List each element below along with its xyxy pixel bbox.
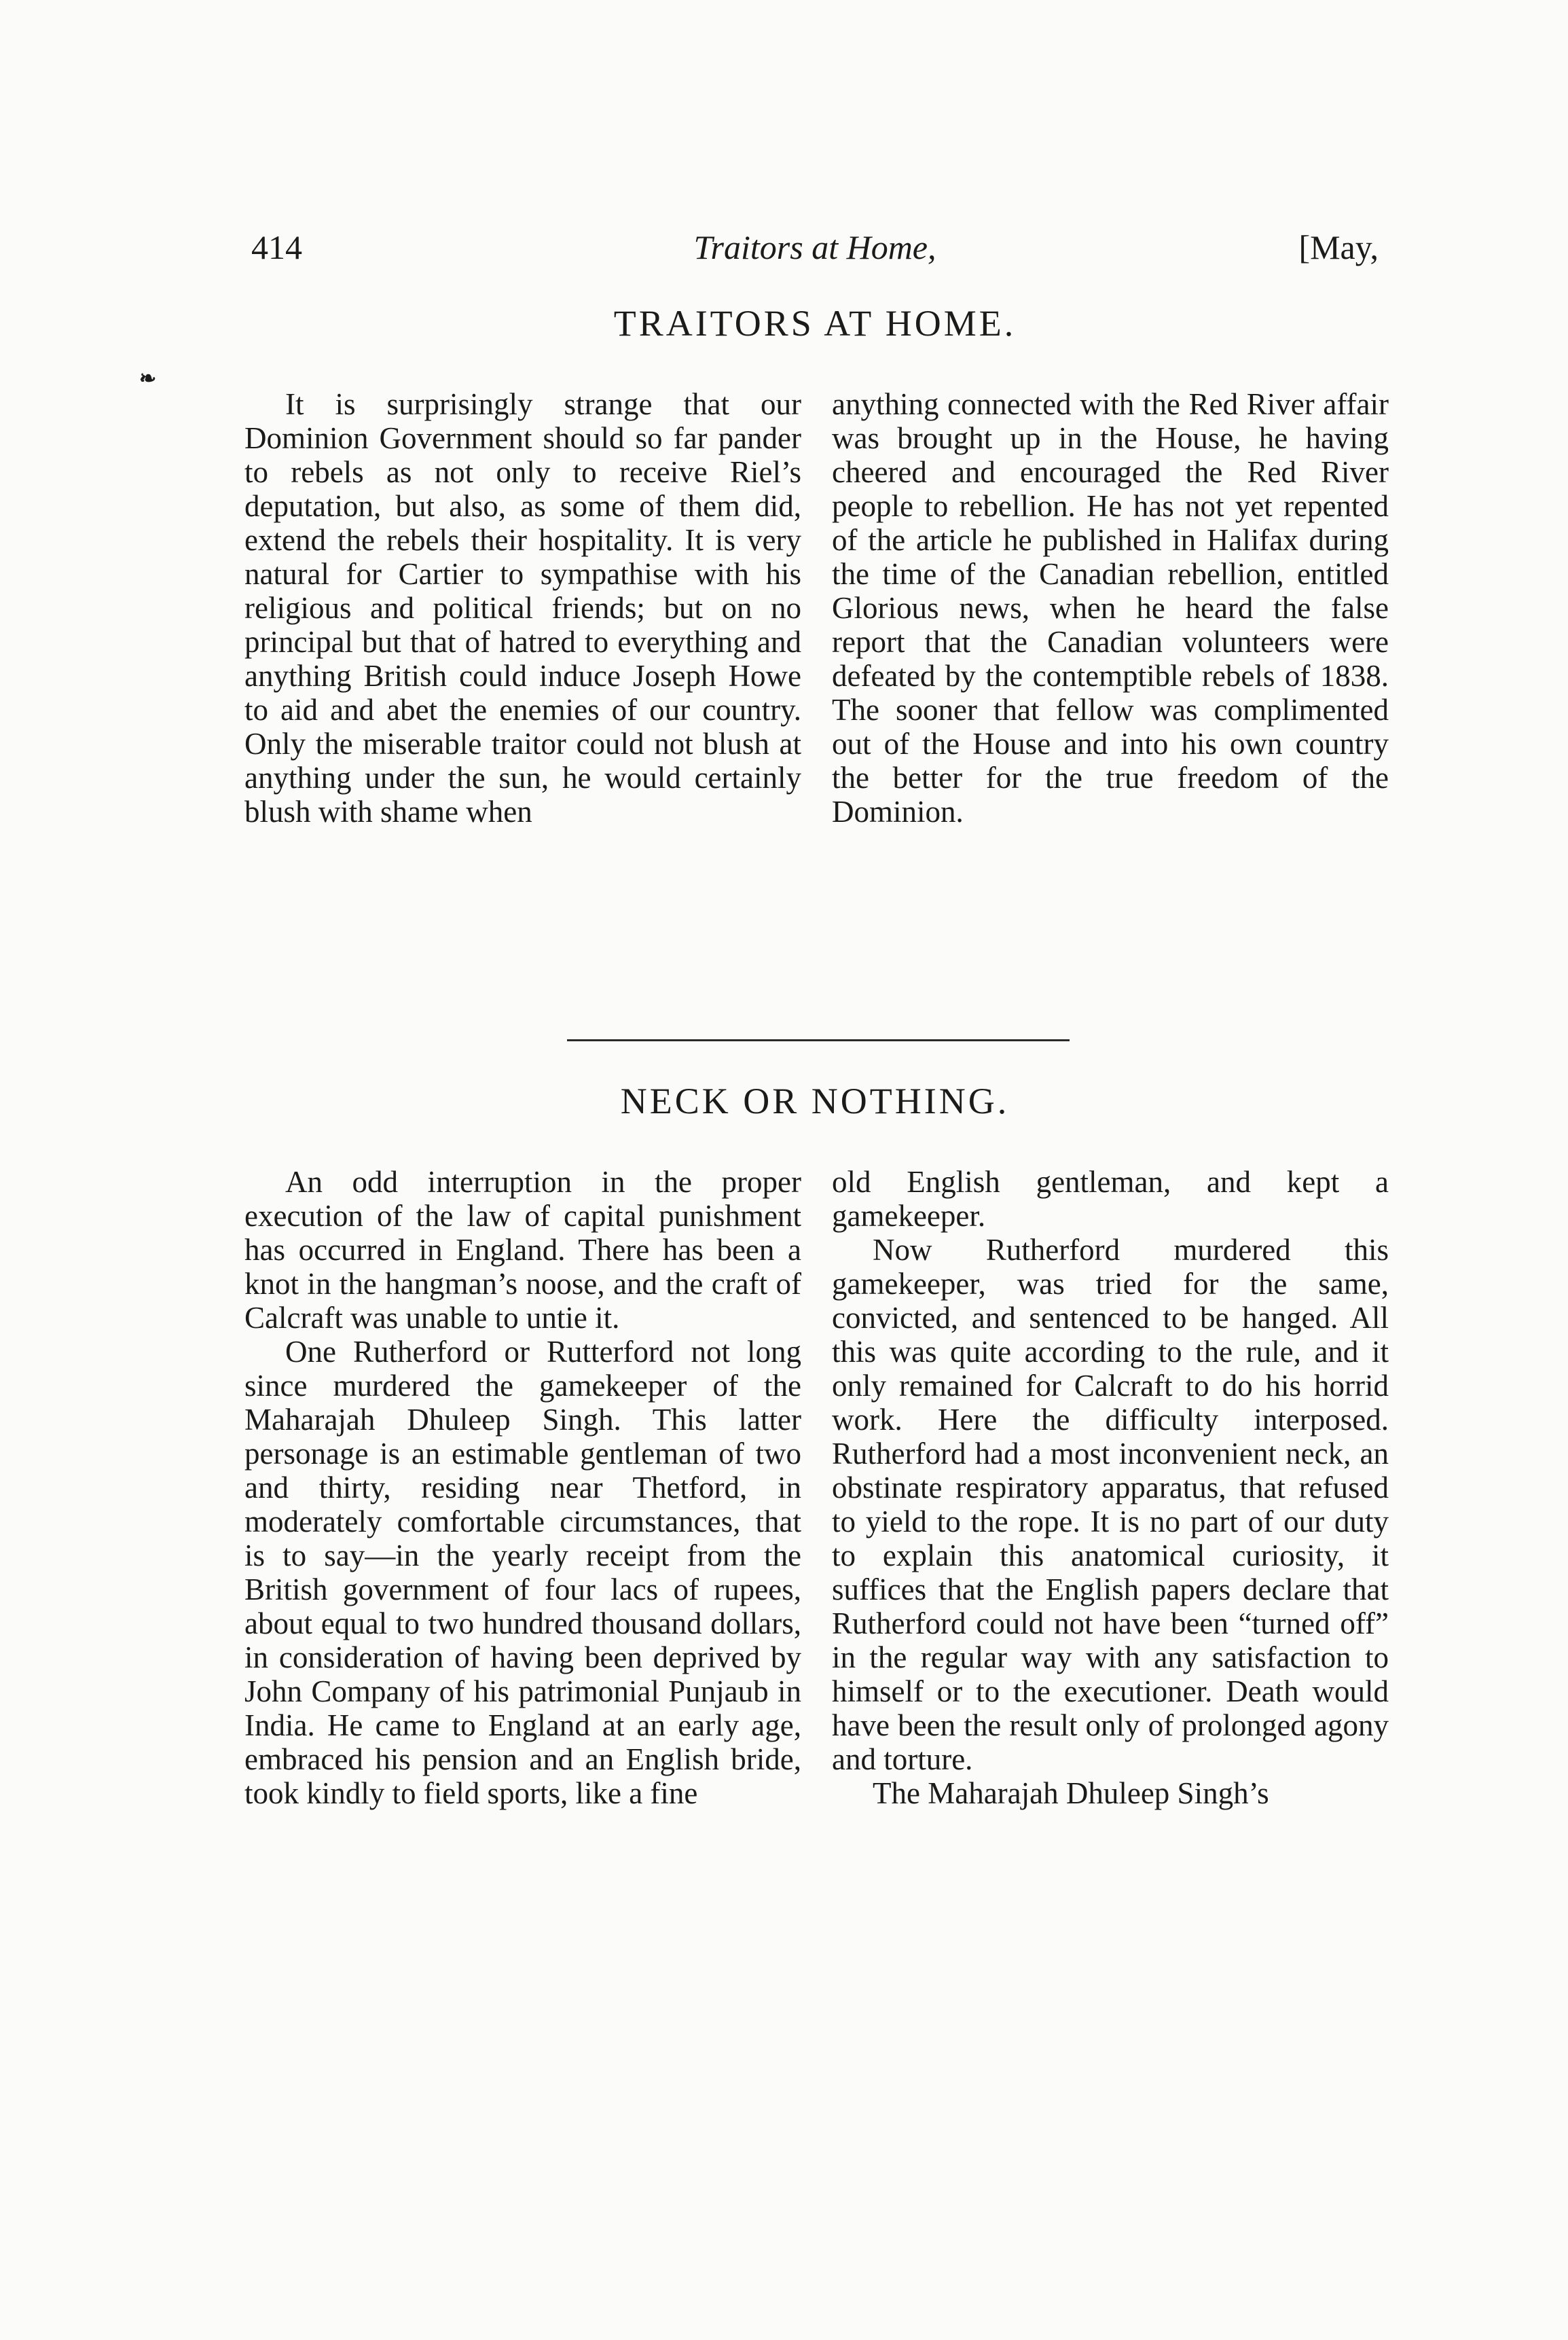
article2-paragraph-3: Now Rutherford murdered this gamekeeper, was tried for the same, convicted, and sentenced to be hanged. All this was quite according to the rule, and it only remained for Calcraft to do his horrid work. Here the difficulty interposed. Rutherford had a most inconvenient neck, an obstinate respiratory apparatus, that refused to yield to the rope. It is no part of our duty to explain this anatomical curiosity, it suffices that the English papers declare that Rutherford could not have been “turned off” in the regular way with any satisfaction to himself or to the executioner. Death would have been the result only of prolonged agony and torture. [832,1233,1389,1776]
article2-paragraph-1: An odd interruption in the proper execution of the law of capital punishment has occurred in England. There has been a knot in the hangman’s noose, and the craft of Calcraft was unable to untie it. [244,1165,801,1335]
running-month: [May, [1298,228,1379,266]
article1-left-column [244,387,801,829]
article-title-traitors: TRAITORS AT HOME. [613,303,1017,344]
article2-paragraph-4: The Maharajah Dhuleep Singh’s [873,1776,1269,1810]
section-divider [567,1039,1070,1041]
article1-paragraph-continued: anything connected with the Red River affair was brought up in the House, he having cheered and encouraged the Red River people to rebellion. He has not yet repented of the article he published in Halifax during the time of the Canadian rebellion, entitled Glorious news, when he heard the false report that the Canadian volunteers were defeated by the contemptible rebels of 1838. The sooner that fellow was complimented out of the House and into his own country the better for the true freedom of the Dominion. [832,387,1389,829]
stray-print-mark: ❧ [139,367,157,390]
article1-paragraph-1: It is surprisingly strange that our Dominion Government should so far pander to rebels as not only to receive Riel’s deputation, but also, as some of them did, extend the rebels their hospitality. It is very natural for Cartier to sympathise with his religious and political friends; but on no principal but that of hatred to everything and anything British could induce Joseph Howe to aid and abet the enemies of our country. Only the miserable traitor could not blush at anything under the sun, he would certainly blush with shame when [244,387,801,829]
article2-left-column [244,1165,801,1810]
article-title-neck: NECK OR NOTHING. [620,1081,1010,1121]
running-header [251,228,1379,275]
page-number: 414 [251,228,302,266]
running-title: Traitors at Home, [693,228,936,266]
article2-paragraph-2: One Rutherford or Rutterford not long since murdered the gamekeeper of the Maharajah Dhuleep Singh. This latter personage is an estimable gentleman of two and thirty, residing near Thetford, in moderately comfortable circumstances, that is to say—in the yearly receipt from the British government of four lacs of rupees, about equal to two hundred thousand dollars, in consideration of having been deprived by John Company of his patrimonial Punjaub in India. He came to England at an early age, embraced his pension and an English bride, took kindly to field sports, like a fine [244,1335,801,1810]
article2-right-column [832,1165,1389,1810]
article2-paragraph-2-continued: old English gentleman, and kept a gamekeeper. [832,1165,1389,1233]
article1-right-column [832,387,1389,829]
